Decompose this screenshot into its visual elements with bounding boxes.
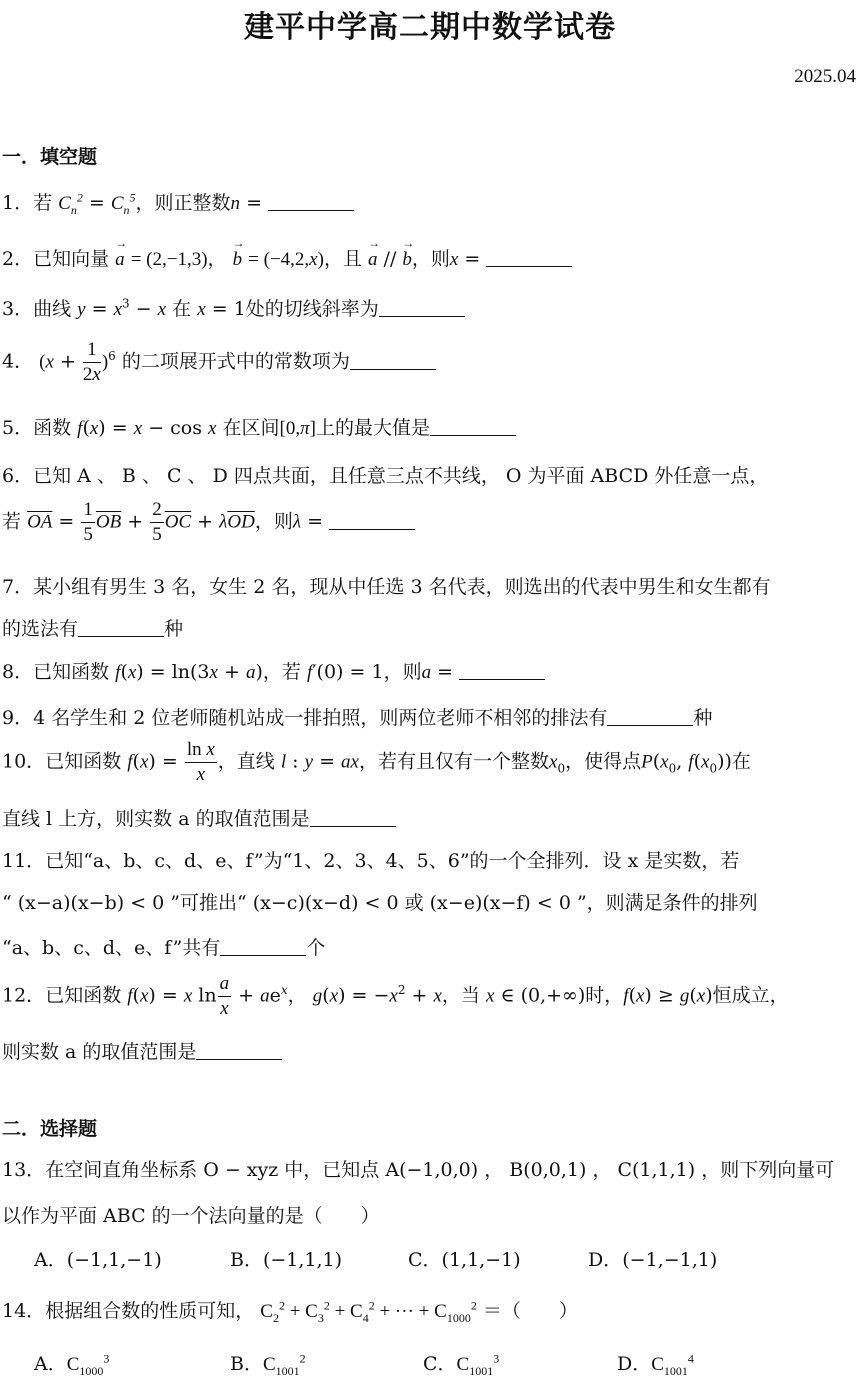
question-9: 9．4 名学生和 2 位老师随机站成一排拍照，则两位老师不相邻的排法有 种: [2, 707, 713, 729]
question-5: 5．函数 f(x) = x − cos x 在区间[0,π]上的最大值是: [2, 413, 856, 440]
option-d[interactable]: D．(−1,−1,1): [588, 1249, 718, 1271]
question-2: 2．已知向量 → a = (2,−1,3)， → b = (−4,2,x)，且 → a // → b，则x =: [2, 244, 856, 271]
question-7-line-2: 的选法有 种: [2, 618, 184, 640]
question-6-line-1: 6．已知 A 、 B 、 C 、 D 四点共面，且任意三点不共线， O 为平面 ABCD 外任意一点，: [2, 465, 769, 487]
option-d[interactable]: D．$C_{1001}^4$: [617, 1351, 694, 1378]
question-7-line-1: 7．某小组有男生 3 名，女生 2 名，现从中任选 3 名代表，则选出的代表中男生和女生都有: [2, 576, 771, 598]
question-6-line-2: 若 $\overline{OA}$ = $\frac{1}{5}$ $\overline{OB}$ + $\frac{2}{5}$ $\overline{OC} + \lambda\overline{OD}$，则λ =: [2, 498, 856, 547]
option-a[interactable]: A．$C_{1000}^3$: [34, 1351, 110, 1378]
exam-title: 建平中学高二期中数学试卷: [244, 10, 616, 45]
option-c[interactable]: C．(1,1,−1): [408, 1249, 521, 1271]
section-heading-fill: 一．填空题: [2, 146, 98, 168]
section-heading-choice: 二．选择题: [2, 1118, 98, 1140]
option-a[interactable]: A．(−1,1,−1): [34, 1249, 162, 1271]
answer-blank[interactable]: [379, 298, 465, 317]
answer-blank[interactable]: [196, 1041, 282, 1060]
option-c[interactable]: C．$C_{1001}^3$: [423, 1351, 500, 1378]
question-14: 14．根据组合数的性质可知， $C_2^2 + C_3^2 + C_4^2$ + ··· + $C_{1000}^2$ ＝（ ）: [2, 1298, 578, 1325]
question-8: 8．已知函数 f(x) = ln(3x + a)，若 f′(0) = 1，则a =: [2, 657, 856, 684]
question-10-line-1: 10．已知函数 f(x) = $\frac{\text{ln x}}{x}$ ，直线 l : y = ax，若有且仅有一个整数$x_0$，使得点$P(x_0$, $f(x_0)$)在: [2, 739, 751, 785]
answer-blank[interactable]: [350, 351, 436, 370]
answer-blank[interactable]: [486, 248, 572, 267]
question-1: 1．若 $C_n^2 = C_n^5$，则正整数n =: [2, 188, 856, 218]
answer-blank[interactable]: [607, 707, 693, 726]
answer-blank[interactable]: [329, 511, 415, 530]
question-4: 4． (x + $\frac{1}{2x}$ )$^6$ 的二项展开式中的常数项为: [2, 338, 856, 387]
question-13-line-2: 以作为平面 ABC 的一个法向量的是（ ）: [2, 1205, 380, 1227]
question-3: 3．曲线 $y = x^3 - x$ 在 x = 1处的切线斜率为: [2, 294, 856, 321]
question-10-line-2: 直线 l 上方，则实数 a 的取值范围是: [2, 804, 856, 831]
exam-date: 2025.04: [794, 66, 856, 87]
answer-blank[interactable]: [430, 417, 516, 436]
option-b[interactable]: B．$C_{1001}^2$: [230, 1351, 306, 1378]
answer-blank[interactable]: [268, 192, 354, 211]
question-11-line-3: “a、b、c、d、e、f”共有 个: [2, 937, 326, 959]
answer-blank[interactable]: [78, 618, 164, 637]
question-11-line-2: “ (x−a)(x−b) < 0 ”可推出“ (x−c)(x−d) < 0 或 (x−e)(x−f) < 0 ”，则满足条件的排列: [2, 892, 758, 914]
option-b[interactable]: B．(−1,1,1): [230, 1249, 343, 1271]
question-12-line-2: 则实数 a 的取值范围是: [2, 1037, 856, 1064]
answer-blank[interactable]: [310, 808, 396, 827]
answer-blank[interactable]: [459, 661, 545, 680]
question-13-line-1: 13．在空间直角坐标系 O − xyz 中，已知点 A(−1,0,0) ， B(0,0,1) ， C(1,1,1) ，则下列向量可: [2, 1159, 835, 1181]
question-11-line-1: 11．已知“a、b、c、d、e、f”为“1、2、3、4、5、6”的一个全排列．设 x 是实数，若: [2, 850, 740, 872]
question-12-line-1: 12．已知函数 f(x) = x ln $\frac{a}{x}$ + $ae^x$， $g(x) = -x^2 + x$，当 x ∈ (0,+∞)时，f(x) ≥ g(x)恒成立，: [2, 973, 789, 1019]
answer-blank[interactable]: [220, 937, 306, 956]
